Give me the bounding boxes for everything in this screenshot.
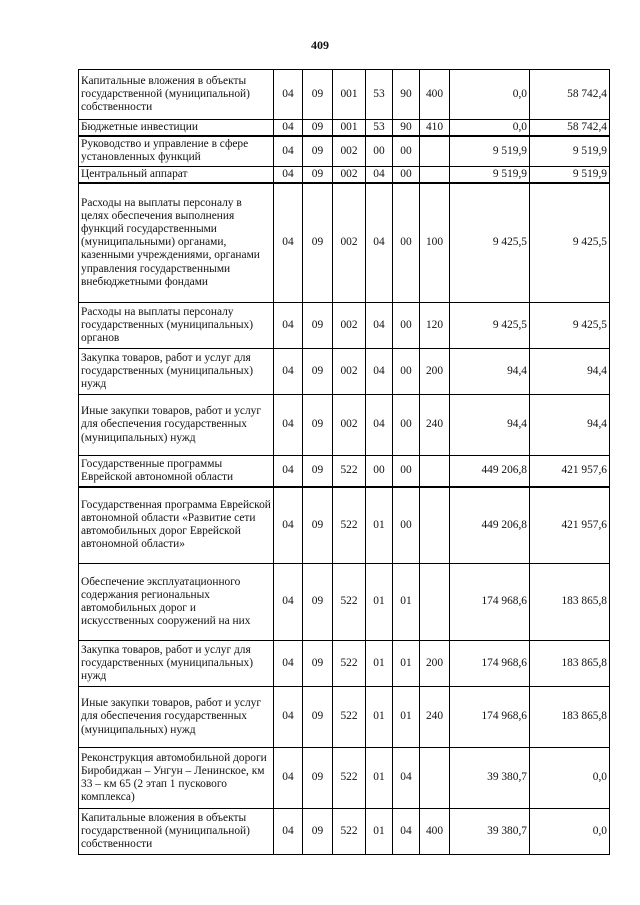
code-item: 01 — [393, 641, 420, 687]
code-item: 00 — [393, 183, 420, 303]
table-row — [79, 809, 610, 855]
code-subsection: 09 — [303, 120, 333, 136]
amount-year-2: 183 865,8 — [530, 641, 610, 687]
amount-year-1: 449 206,8 — [450, 456, 530, 487]
code-target-article: 002 — [333, 136, 366, 167]
code-subsection: 09 — [303, 70, 333, 120]
code-expense-type: 400 — [420, 809, 450, 855]
table-row — [79, 748, 610, 809]
code-target-article: 522 — [333, 641, 366, 687]
code-expense-type: 200 — [420, 349, 450, 395]
code-section: 04 — [274, 456, 303, 487]
code-subprogram: 01 — [366, 564, 393, 641]
code-subprogram: 01 — [366, 687, 393, 748]
code-item: 01 — [393, 687, 420, 748]
row-name: Расходы на выплаты персоналу в целях обеспечения выполнения функций государственными (муниципальными) органами, казенными учреждениями, органами управления государственными внебюджетными фондами — [79, 183, 274, 303]
code-subprogram: 00 — [366, 456, 393, 487]
code-subsection: 09 — [303, 641, 333, 687]
code-subprogram: 04 — [366, 349, 393, 395]
amount-year-1: 9 425,5 — [450, 303, 530, 349]
amount-year-1: 174 968,6 — [450, 687, 530, 748]
table-row — [79, 641, 610, 687]
code-item: 00 — [393, 395, 420, 456]
code-expense-type — [420, 487, 450, 564]
code-subsection: 09 — [303, 456, 333, 487]
code-target-article: 522 — [333, 809, 366, 855]
code-section: 04 — [274, 136, 303, 167]
code-target-article: 522 — [333, 487, 366, 564]
code-subsection: 09 — [303, 748, 333, 809]
amount-year-2: 58 742,4 — [530, 120, 610, 136]
amount-year-1: 0,0 — [450, 70, 530, 120]
row-name: Руководство и управление в сфере установленных функций — [79, 136, 274, 167]
code-subprogram: 00 — [366, 136, 393, 167]
code-target-article: 002 — [333, 395, 366, 456]
code-expense-type: 240 — [420, 687, 450, 748]
amount-year-2: 0,0 — [530, 809, 610, 855]
amount-year-1: 39 380,7 — [450, 809, 530, 855]
row-name: Закупка товаров, работ и услуг для государственных (муниципальных) нужд — [79, 349, 274, 395]
code-item: 04 — [393, 809, 420, 855]
row-name: Капитальные вложения в объекты государственной (муниципальной) собственности — [79, 809, 274, 855]
code-item: 01 — [393, 564, 420, 641]
code-target-article: 002 — [333, 349, 366, 395]
table-row — [79, 183, 610, 303]
code-item: 90 — [393, 120, 420, 136]
table-row — [79, 167, 610, 183]
code-section: 04 — [274, 167, 303, 183]
code-expense-type: 400 — [420, 70, 450, 120]
code-section: 04 — [274, 564, 303, 641]
amount-year-1: 174 968,6 — [450, 641, 530, 687]
code-section: 04 — [274, 748, 303, 809]
amount-year-1: 9 519,9 — [450, 136, 530, 167]
code-item: 00 — [393, 487, 420, 564]
code-subprogram: 53 — [366, 120, 393, 136]
amount-year-1: 174 968,6 — [450, 564, 530, 641]
amount-year-1: 0,0 — [450, 120, 530, 136]
code-section: 04 — [274, 70, 303, 120]
code-section: 04 — [274, 687, 303, 748]
code-expense-type — [420, 564, 450, 641]
code-subprogram: 01 — [366, 641, 393, 687]
table-row — [79, 303, 610, 349]
row-name: Государственные программы Еврейской автономной области — [79, 456, 274, 487]
code-subprogram: 04 — [366, 395, 393, 456]
code-subprogram: 53 — [366, 70, 393, 120]
amount-year-1: 94,4 — [450, 349, 530, 395]
amount-year-2: 183 865,8 — [530, 564, 610, 641]
row-name: Обеспечение эксплуатационного содержания региональных автомобильных дорог и искусственных сооружений на них — [79, 564, 274, 641]
code-subsection: 09 — [303, 183, 333, 303]
row-name: Иные закупки товаров, работ и услуг для обеспечения государственных (муниципальных) нужд — [79, 395, 274, 456]
row-name: Закупка товаров, работ и услуг для государственных (муниципальных) нужд — [79, 641, 274, 687]
code-section: 04 — [274, 183, 303, 303]
code-expense-type — [420, 748, 450, 809]
code-subsection: 09 — [303, 167, 333, 183]
amount-year-1: 9 519,9 — [450, 167, 530, 183]
code-expense-type: 100 — [420, 183, 450, 303]
amount-year-2: 421 957,6 — [530, 456, 610, 487]
code-subprogram: 04 — [366, 303, 393, 349]
code-expense-type: 240 — [420, 395, 450, 456]
code-subprogram: 01 — [366, 809, 393, 855]
code-section: 04 — [274, 641, 303, 687]
row-name: Государственная программа Еврейской автономной области «Развитие сети автомобильных дорог Еврейской автономной области» — [79, 487, 274, 564]
code-subsection: 09 — [303, 487, 333, 564]
amount-year-2: 9 425,5 — [530, 303, 610, 349]
code-item: 00 — [393, 349, 420, 395]
row-name: Центральный аппарат — [79, 167, 274, 183]
page-number: 409 — [311, 38, 329, 52]
table-row — [79, 349, 610, 395]
code-target-article: 522 — [333, 687, 366, 748]
table-row — [79, 120, 610, 136]
code-expense-type — [420, 167, 450, 183]
code-subprogram: 04 — [366, 167, 393, 183]
code-target-article: 002 — [333, 303, 366, 349]
row-name: Иные закупки товаров, работ и услуг для обеспечения государственных (муниципальных) нужд — [79, 687, 274, 748]
code-expense-type: 410 — [420, 120, 450, 136]
code-expense-type — [420, 456, 450, 487]
amount-year-2: 58 742,4 — [530, 70, 610, 120]
budget-table — [78, 69, 610, 855]
amount-year-2: 0,0 — [530, 748, 610, 809]
code-item: 04 — [393, 748, 420, 809]
code-item: 00 — [393, 456, 420, 487]
code-subprogram: 04 — [366, 183, 393, 303]
code-target-article: 002 — [333, 167, 366, 183]
amount-year-1: 9 425,5 — [450, 183, 530, 303]
code-section: 04 — [274, 303, 303, 349]
amount-year-1: 449 206,8 — [450, 487, 530, 564]
table-row — [79, 456, 610, 487]
code-section: 04 — [274, 349, 303, 395]
code-section: 04 — [274, 395, 303, 456]
code-subprogram: 01 — [366, 748, 393, 809]
code-subsection: 09 — [303, 687, 333, 748]
code-item: 90 — [393, 70, 420, 120]
code-item: 00 — [393, 167, 420, 183]
table-row — [79, 564, 610, 641]
code-target-article: 522 — [333, 564, 366, 641]
table-row — [79, 395, 610, 456]
code-target-article: 001 — [333, 70, 366, 120]
row-name: Расходы на выплаты персоналу государственных (муниципальных) органов — [79, 303, 274, 349]
code-subsection: 09 — [303, 809, 333, 855]
table-row — [79, 487, 610, 564]
table-row — [79, 687, 610, 748]
row-name: Капитальные вложения в объекты государственной (муниципальной) собственности — [79, 70, 274, 120]
code-subsection: 09 — [303, 395, 333, 456]
code-subprogram: 01 — [366, 487, 393, 564]
code-target-article: 522 — [333, 748, 366, 809]
amount-year-1: 39 380,7 — [450, 748, 530, 809]
code-subsection: 09 — [303, 564, 333, 641]
code-target-article: 522 — [333, 456, 366, 487]
row-name: Бюджетные инвестиции — [79, 120, 274, 136]
code-subsection: 09 — [303, 136, 333, 167]
code-section: 04 — [274, 809, 303, 855]
code-expense-type: 120 — [420, 303, 450, 349]
code-expense-type — [420, 136, 450, 167]
table-row — [79, 70, 610, 120]
amount-year-2: 94,4 — [530, 395, 610, 456]
code-expense-type: 200 — [420, 641, 450, 687]
code-item: 00 — [393, 303, 420, 349]
amount-year-2: 9 519,9 — [530, 136, 610, 167]
amount-year-2: 9 519,9 — [530, 167, 610, 183]
code-target-article: 002 — [333, 183, 366, 303]
row-name: Реконструкция автомобильной дороги Биробиджан – Унгун – Ленинское, км 33 – км 65 (2 этап 1 пускового комплекса) — [79, 748, 274, 809]
code-target-article: 001 — [333, 120, 366, 136]
amount-year-2: 94,4 — [530, 349, 610, 395]
table-row — [79, 136, 610, 167]
amount-year-2: 421 957,6 — [530, 487, 610, 564]
code-section: 04 — [274, 487, 303, 564]
code-subsection: 09 — [303, 349, 333, 395]
code-subsection: 09 — [303, 303, 333, 349]
amount-year-2: 183 865,8 — [530, 687, 610, 748]
code-section: 04 — [274, 120, 303, 136]
amount-year-1: 94,4 — [450, 395, 530, 456]
amount-year-2: 9 425,5 — [530, 183, 610, 303]
code-item: 00 — [393, 136, 420, 167]
